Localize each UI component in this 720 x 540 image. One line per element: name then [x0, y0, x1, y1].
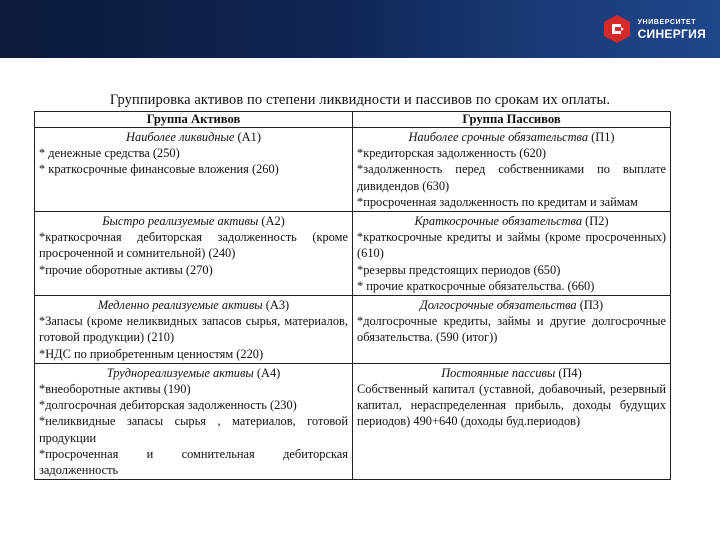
page-title: Группировка активов по степени ликвидности и пассивов по срокам их оплаты. — [109, 92, 611, 108]
asset-cell — [35, 128, 353, 212]
asset-group-code: (А1) — [237, 130, 261, 144]
asset-item: *прочие оборотные активы (270) — [39, 262, 213, 277]
asset-item: *НДС по приобретенным ценностям (220) — [39, 346, 264, 361]
asset-group-code: (А3) — [265, 298, 290, 313]
liability-group-code: (П3) — [579, 298, 604, 313]
liability-cell — [353, 128, 671, 212]
liability-group-code: (П2) — [585, 214, 609, 229]
liability-group-name: Наиболее срочные обязательства — [408, 130, 589, 144]
liability-group-code: (П4) — [558, 365, 582, 380]
liability-group-name: Постоянные пассивы — [441, 365, 556, 380]
table-row — [35, 212, 671, 296]
liability-cell — [353, 296, 671, 364]
asset-group-title — [39, 297, 348, 313]
liability-group-code: (П1) — [591, 130, 615, 144]
liability-item: *кредиторская задолженность (620) — [357, 146, 547, 161]
asset-group-code: (А2) — [261, 214, 285, 229]
table-header-row — [35, 112, 671, 128]
synergy-logo — [602, 12, 706, 46]
asset-item: *Запасы (кроме неликвидных запасов сырья, материалов, готовой продукции) (210) — [39, 314, 348, 345]
asset-group-name: Быстро реализуемые активы — [102, 214, 259, 229]
liability-item: *краткосрочные кредиты и займы (кроме просроченных) (610) — [357, 230, 666, 261]
liability-group-title — [357, 129, 666, 145]
header-band — [0, 0, 720, 58]
liability-group-name: Долгосрочные обязательства — [419, 298, 577, 313]
liability-item: * прочие краткосрочные обязательства. (660) — [357, 278, 595, 293]
asset-group-name: Труднореализуемые активы — [106, 365, 254, 380]
liability-group-title — [357, 297, 666, 313]
liability-item: *просроченная задолженность по кредитам и займам — [357, 194, 638, 209]
asset-item: *просроченная и сомнительная дебиторская задолженность — [39, 446, 348, 478]
liquidity-table — [34, 111, 671, 480]
asset-group-name: Наиболее ликвидные — [126, 130, 235, 144]
liability-group-title — [357, 365, 666, 381]
asset-group-title — [39, 213, 348, 229]
table-row — [35, 296, 671, 364]
asset-item: *краткосрочная дебиторская задолженность (кроме просроченной и сомнительной) (240) — [39, 230, 348, 261]
liability-item: Собственный капитал (уставной, добавочный, резервный капитал, нераспределенная прибыль, доходы будущих периодов) 490+640 (доходы буд.периодов) — [357, 382, 666, 429]
asset-group-title — [39, 365, 348, 381]
asset-group-name: Медленно реализуемые активы — [97, 298, 263, 313]
asset-cell — [35, 296, 353, 364]
table-row — [35, 363, 671, 479]
asset-item: * краткосрочные финансовые вложения (260) — [39, 162, 279, 177]
liability-item: *резервы предстоящих периодов (650) — [357, 262, 561, 277]
liability-cell — [353, 212, 671, 296]
asset-group-code: (А4) — [256, 365, 281, 380]
asset-item: *внеоборотные активы (190) — [39, 382, 191, 397]
liability-cell — [353, 363, 671, 479]
logo-synergy-text: СИНЕРГИЯ — [637, 26, 706, 41]
asset-group-title — [39, 129, 348, 145]
liability-group-name: Краткосрочные обязательства — [414, 214, 583, 229]
logo-university-text: УНИВЕРСИТЕТ — [637, 18, 697, 26]
asset-item: *неликвидные запасы сырья , материалов, готовой продукции — [39, 414, 348, 445]
assets-header: Группа Активов — [35, 112, 353, 128]
table-row — [35, 128, 671, 212]
asset-item: *долгосрочная дебиторская задолженность (230) — [39, 398, 297, 413]
liability-item: *задолженность перед собственниками по выплате дивидендов (630) — [357, 162, 666, 193]
asset-cell — [35, 363, 353, 479]
liability-item: *долгосрочные кредиты, займы и другие долгосрочные обязательства. (590 (итог)) — [357, 314, 666, 345]
liability-group-title — [357, 213, 666, 229]
asset-cell — [35, 212, 353, 296]
liabilities-header: Группа Пассивов — [353, 112, 671, 128]
synergy-logo-icon — [602, 14, 632, 44]
asset-item: * денежные средства (250) — [39, 146, 180, 161]
